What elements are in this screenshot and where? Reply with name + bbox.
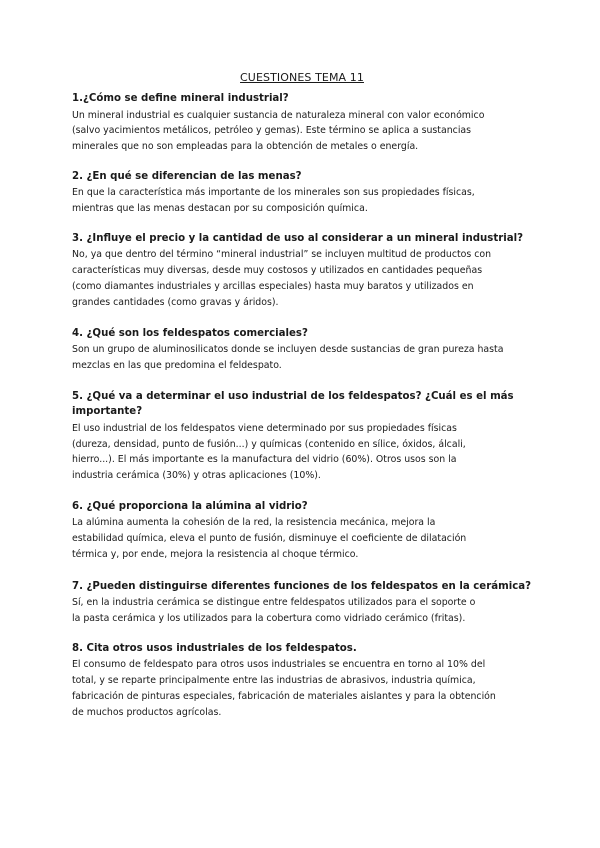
question-block-5 — [72, 389, 532, 484]
document-page — [72, 70, 532, 721]
document-title: CUESTIONES TEMA 11 — [240, 71, 364, 84]
question-heading: 5. ¿Qué va a determinar el uso industrial de los feldespatos? ¿Cuál es el más importante? — [72, 390, 514, 418]
question-block-7 — [72, 579, 532, 627]
answer-paragraph: Son un grupo de aluminosilicatos donde se incluyen desde sustancias de gran pureza hasta mezclas en las que predomina el feldespato. — [72, 344, 504, 371]
answer-paragraph: No, ya que dentro del término “mineral industrial” se incluyen multitud de productos con características muy diversas, desde muy costosos y utilizados en cantidades pequeñas (como diamantes industriales y arcillas especiales) hasta muy baratos y utilizados en grandes cantidades (como gravas y áridos). — [72, 249, 492, 308]
question-block-1 — [72, 91, 532, 155]
question-heading: 3. ¿Influye el precio y la cantidad de uso al considerar a un mineral industrial? — [72, 232, 523, 244]
answer-paragraph: En que la característica más importante de los minerales son sus propiedades físicas, mientras que las menas destacan por su composición química. — [72, 187, 475, 215]
question-heading: 1.¿Cómo se define mineral industrial? — [72, 93, 289, 104]
answer-paragraph: Un mineral industrial es cualquier sustancia de naturaleza mineral con valor económico (salvo yacimientos metálicos, petróleo y gemas). Este término se aplica a sustancias minerales que no son empleadas para la obtención de metales o energía. — [72, 109, 485, 153]
question-heading: 6. ¿Qué proporciona la alúmina al vidrio? — [72, 500, 308, 512]
answer-paragraph: La alúmina aumenta la cohesión de la red, la resistencia mecánica, mejora la estabilidad química, eleva el punto de fusión, disminuye el coeficiente de dilatación térmica y, por ende, mejora la resistencia al choque térmico. — [72, 517, 467, 561]
question-heading: 2. ¿En qué se diferencian de las menas? — [72, 170, 302, 182]
answer-paragraph: El uso industrial de los feldespatos viene determinado por sus propiedades físicas (dureza, densidad, punto de fusión...) y químicas (contenido en sílice, óxidos, álcali, hierro...). El más importante es la manufactura del vidrio (60%). Otros usos son la industria cerámica (30%) y otras aplicaciones (10%). — [72, 422, 466, 482]
answer-paragraph: Sí, en la industria cerámica se distingue entre feldespatos utilizados para el soporte o la pasta cerámica y los utilizados para la cobertura como vidriado cerámico (fritas). — [72, 597, 476, 625]
question-block-6 — [72, 499, 532, 563]
answer-paragraph: El consumo de feldespato para otros usos industriales se encuentra en torno al 10% del total, y se reparte principalmente entre las industrias de abrasivos, industria química, fabricación de pinturas especiales, fabricación de materiales aislantes y para la obtención de muchos productos agrícolas. — [72, 659, 496, 718]
question-block-3 — [72, 231, 532, 311]
question-block-8 — [72, 641, 532, 721]
question-block-4 — [72, 326, 532, 374]
question-block-2 — [72, 169, 532, 217]
question-heading: 7. ¿Pueden distinguirse diferentes funciones de los feldespatos en la cerámica? — [72, 580, 532, 592]
question-heading: 4. ¿Qué son los feldespatos comerciales? — [72, 327, 308, 339]
question-heading: 8. Cita otros usos industriales de los feldespatos. — [72, 642, 357, 654]
